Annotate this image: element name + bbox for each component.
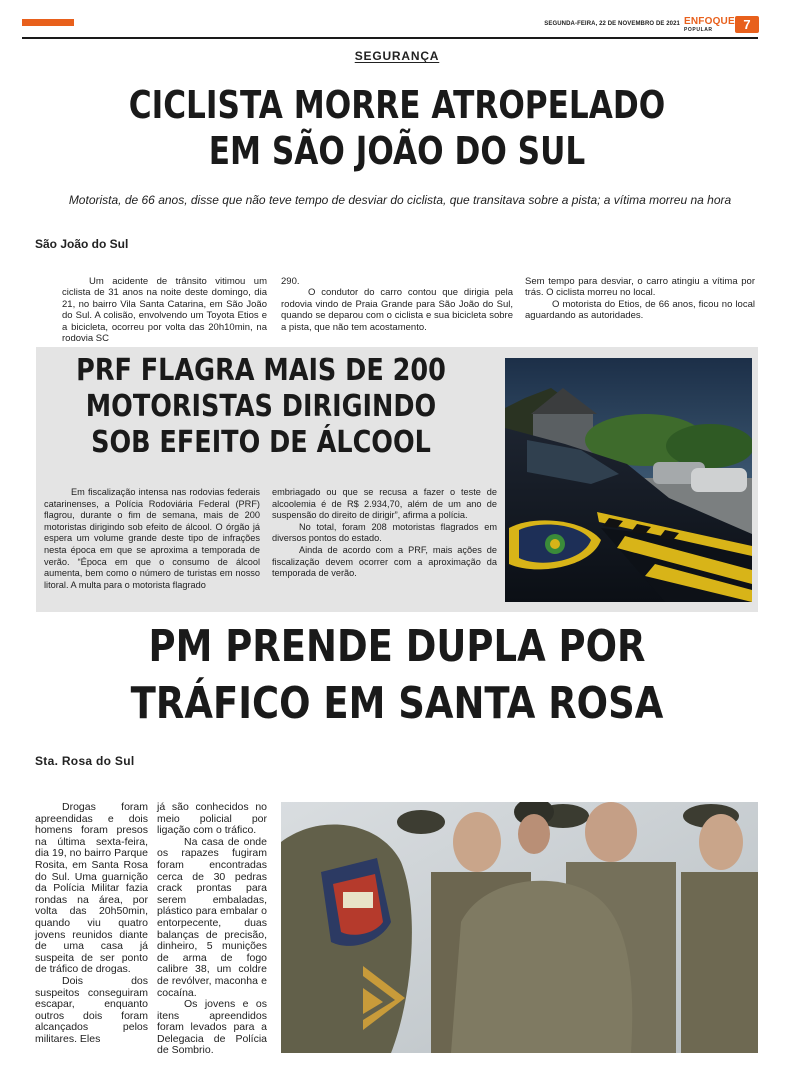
military-police-photo [281,802,758,1053]
pm-paragraph: já são conhecidos no meio policial por ligação com o tráfico. [157,801,267,837]
brand-subtitle: POPULAR [684,27,713,33]
headline-prf [70,353,453,461]
pm-column-2 [157,802,267,1057]
pm-paragraph: Drogas foram apreendidas e dois homens foram presos na última sexta-feira, dia 19, no bairro Parque Rosita, em Santa Rosa do Sul. Uma guarnição da Polícia Militar fazia rondas na área, por volta das 20h50min, quando viu quatro jovens reunidos diante de uma casa já suspeita de ser ponto de tráfico de drogas. [35,801,148,976]
prf-paragraph: No total, foram 208 motoristas flagrados em diversos pontos do estado. [272,521,497,544]
cyclist-paragraph: O condutor do carro contou que dirigia pela rodovia vindo de Praia Grande para São João do Sul, quando se deparou com o ciclista e sua bicicleta sobre a pista, que não tem acostamento. [281,287,513,333]
prf-column-1 [44,487,260,591]
pm-paragraph: Na casa de onde os rapazes fugiram foram encontradas cerca de 30 pedras crack prontas para serem embaladas, plástico para embalar o entorpecente, duas balanças de precisão, dinheiro, 5 munições de arma de fogo calibre 38, um coldre de revólver, maconha e cocaína. [157,835,267,999]
headline-cyclist-line1: CICLISTA MORRE ATROPELADO [128,83,666,127]
cyclist-column-3 [525,276,755,322]
headline-cyclist [71,82,722,174]
brand-logo [684,17,735,33]
prf-paragraph: Ainda de acordo com a PRF, mais ações de fiscalização devem ocorrer com a aproximação da temporada de verão. [272,544,497,579]
dateline-sao-joao: São João do Sul [35,237,129,251]
dateline-santa-rosa: Sta. Rosa do Sul [35,754,135,768]
prf-paragraph: embriagado ou que se recusa a fazer o teste de alcoolemia é de R$ 2.934,70, além de um ano de suspensão do direito de dirigir”, afirma a polícia. [272,487,497,521]
headline-pm-line1: PM PRENDE DUPLA POR [148,621,646,672]
cyclist-paragraph: O motorista do Etios, de 66 anos, ficou no local aguardando as autoridades. [525,298,755,322]
section-label [0,47,794,65]
prf-paragraph: Em fiscalização intensa nas rodovias federais catarinenses, a Polícia Rodoviária Federal (PRF) flagrou, durante o fim de semana, mais de 200 motoristas dirigindo sob efeito de álcool. O órgão já espera um volume grande deste tipo de infrações nesta época em que se aproxima a temporada de verão. “Época em que o consumo de álcool aumenta, bem como o número de turistas em nosso litoral. A multa para o motorista flagrado [44,487,260,590]
cyclist-column-1 [62,276,267,344]
headline-prf-line2: MOTORISTAS DIRIGINDO [85,389,437,424]
cyclist-column-2 [281,276,513,333]
section-label-text: SEGURANÇA [354,49,440,63]
pm-paragraph: Os jovens e os itens apreendidos foram levados para a Delegacia de Polícia de Sombrio. [157,998,267,1057]
prf-column-2 [272,487,497,580]
pm-paragraph: Dois dos suspeitos conseguiram escapar, enquanto outros dois foram alcançados pelos militares. Eles [35,974,148,1045]
headline-prf-line3: SOB EFEITO DE ÁLCOOL [91,425,431,460]
issue-date: SEGUNDA-FEIRA, 22 DE NOVEMBRO DE 2021 [544,21,680,27]
cyclist-paragraph: Um acidente de trânsito vitimou um ciclista de 31 anos na noite deste domingo, dia 21, no bairro Vila Santa Catarina, em São João do Sul. A colisão, envolvendo um Toyota Etios e a bicicleta, ocorreu por volta das 20h10min, na rodovia SC [62,276,267,345]
brand-name: ENFOQUE [684,16,735,27]
header-rule [22,37,758,39]
cyclist-paragraph: 290. [281,276,300,287]
headline-pm [64,618,731,732]
story-deck: Motorista, de 66 anos, disse que não teve tempo de desviar do ciclista, que transitava sobre a pista; a vítima morreu na hora [68,193,732,207]
headline-cyclist-line2: EM SÃO JOÃO DO SUL [208,129,586,173]
headline-prf-line1: PRF FLAGRA MAIS DE 200 [76,353,446,388]
prf-patrol-car-photo [505,358,752,602]
page-number: 7 [735,16,759,33]
pm-column-1 [35,802,148,1045]
headline-pm-line2: TRÁFICO EM SANTA ROSA [130,678,664,729]
cyclist-paragraph: Sem tempo para desviar, o carro atingiu a vítima por trás. O ciclista morreu no local. [525,276,755,299]
header-accent-bar [22,19,74,26]
